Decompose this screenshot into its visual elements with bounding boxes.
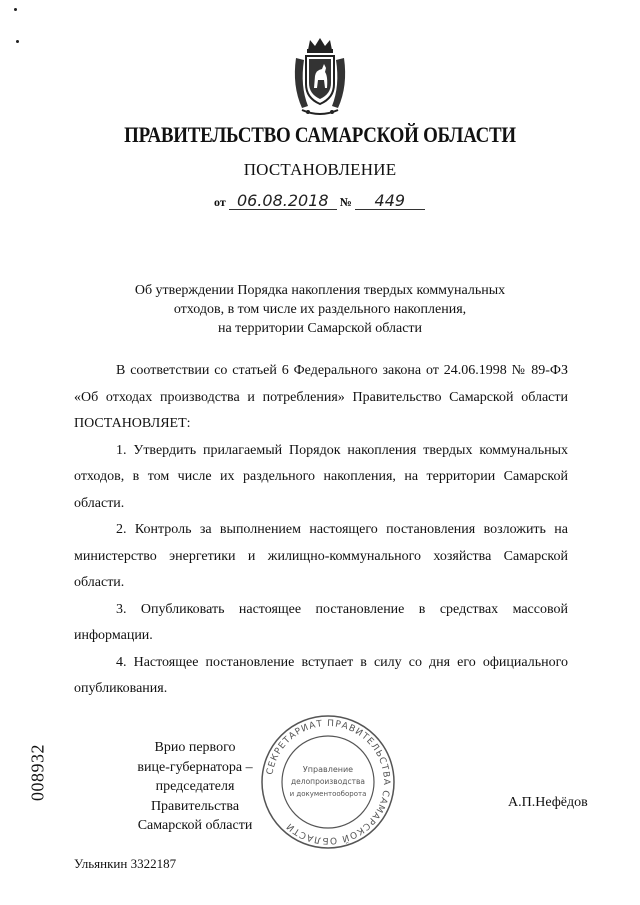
coat-of-arms-emblem [288,36,352,116]
position-line: председателя Правительства [150,779,240,814]
scan-dot [16,40,19,43]
serial-number [18,740,58,810]
date-number-line [214,193,425,210]
handwritten-date: 06.08.2018 [229,193,337,210]
subject-line: Об утверждении Порядка накопления твердых коммунальных [134,283,506,298]
handwritten-number: 449 [355,193,425,210]
subject-line: отходов, в том числе их раздельного накопления, [173,302,467,317]
document-subject [90,281,550,338]
item-paragraph: 3. Опубликовать настоящее постановление в средствах массовой информации. [74,601,568,643]
signatory-position [110,738,280,836]
authority-title: ПРАВИТЕЛЬСТВО САМАРСКОЙ ОБЛАСТИ [124,122,516,147]
document-type: ПОСТАНОВЛЕНИЕ [243,160,397,179]
position-line: Врио первого [154,740,236,755]
position-line: Самарской области [137,818,253,833]
scan-dot [14,8,17,11]
stamp-inner-line: Управление [302,765,354,774]
stamp-inner-line: делопроизводства [290,777,366,786]
item-paragraph: 2. Контроль за выполнением настоящего постановления возложить на министерство энергетики и жилищно-коммунального хозяйства Самарской области. [74,522,568,590]
item-paragraph: 4. Настоящее постановление вступает в силу со дня его официального опубликования. [74,654,568,696]
serial-number-text: 008932 [27,744,48,801]
date-prefix: от [214,195,226,209]
stamp-outer-text: СЕКРЕТАРИАТ ПРАВИТЕЛЬСТВА САМАРСКОЙ ОБЛАСТИ [265,718,392,846]
official-seal-stamp [258,712,398,852]
subject-line: на территории Самарской области [217,321,423,336]
preamble-paragraph: В соответствии со статьей 6 Федерального закона от 24.06.1998 № 89-ФЗ «Об отходах производства и потребления» Правительство Самарской области ПОСТАНОВЛЯЕТ: [74,363,568,431]
position-line: вице-губернатора – [137,759,253,775]
signer-name: А.П.Нефёдов [508,795,588,810]
author-contact: Ульянкин 3322187 [74,856,177,871]
document-body [74,358,568,703]
item-paragraph: 1. Утвердить прилагаемый Порядок накопления твердых коммунальных отходов, в том числе их раздельного накопления, на территории Самарской области. [74,442,568,511]
number-prefix: № [339,195,352,209]
stamp-inner-line: и документооборота [289,790,367,798]
